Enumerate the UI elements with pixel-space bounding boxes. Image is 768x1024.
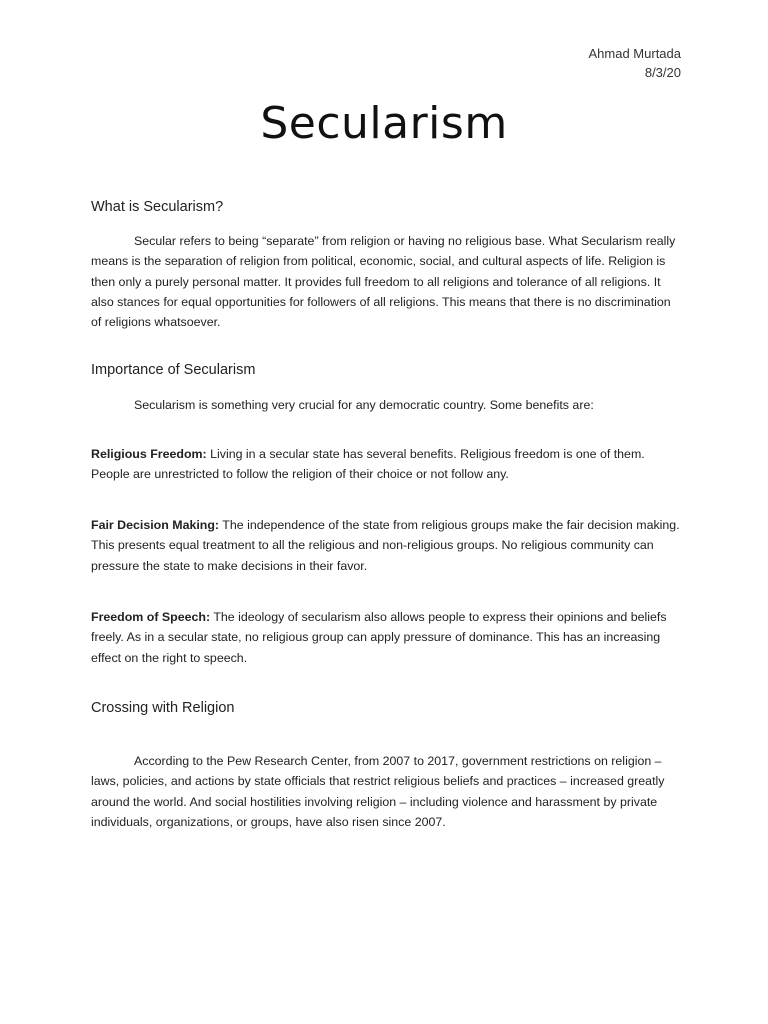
benefit-term: Religious Freedom: (91, 447, 207, 461)
document-title: Secularism (260, 98, 508, 149)
paragraph-importance-intro: Secularism is something very crucial for any democratic country. Some benefits are: (134, 398, 594, 412)
benefit-text: The independence of the state from religious groups make the fair decision making. This presents equal treatment to all the religious and non-religious groups. No religious community can pressure the state to make decisions in their favor. (91, 518, 680, 573)
benefit-text: Living in a secular state has several benefits. Religious freedom is one of them. People are unrestricted to follow the religion of their choice or not follow any. (91, 447, 645, 482)
section-heading-importance: Importance of Secularism (91, 362, 256, 378)
benefit-term: Fair Decision Making: (91, 518, 220, 532)
benefit-fair-decision-making (91, 515, 681, 576)
benefit-freedom-of-speech (91, 607, 681, 668)
section-heading-what: What is Secularism? (91, 199, 224, 215)
author-name: Ahmad Murtada (588, 46, 681, 61)
paragraph-crossing: According to the Pew Research Center, from 2007 to 2017, government restrictions on religion – laws, policies, and actions by state officials that restrict religious beliefs and practices – increased greatly around the world. And social hostilities involving religion – including violence and harassment by private individuals, organizations, or groups, have also risen since 2007. (91, 754, 665, 829)
benefit-term: Freedom of Speech: (91, 610, 211, 624)
benefit-text: The ideology of secularism also allows people to express their opinions and beliefs freely. As in a secular state, no religious group can apply pressure of dominance. This has an increasing effect on the right to speech. (91, 610, 667, 665)
section-heading-crossing: Crossing with Religion (91, 700, 235, 716)
document-header (589, 44, 682, 82)
document-date: 8/3/20 (644, 65, 681, 80)
benefit-religious-freedom (91, 444, 681, 485)
paragraph-what: Secular refers to being “separate” from religion or having no religious base. What Secularism really means is the separation of religion from political, economic, social, and cultural aspects of life. Religion is then only a purely personal matter. It provides full freedom to all religions and tolerance of all religions. It also stances for equal opportunities for followers of all religions. This means that there is no discrimination of religions whatsoever. (91, 234, 676, 330)
